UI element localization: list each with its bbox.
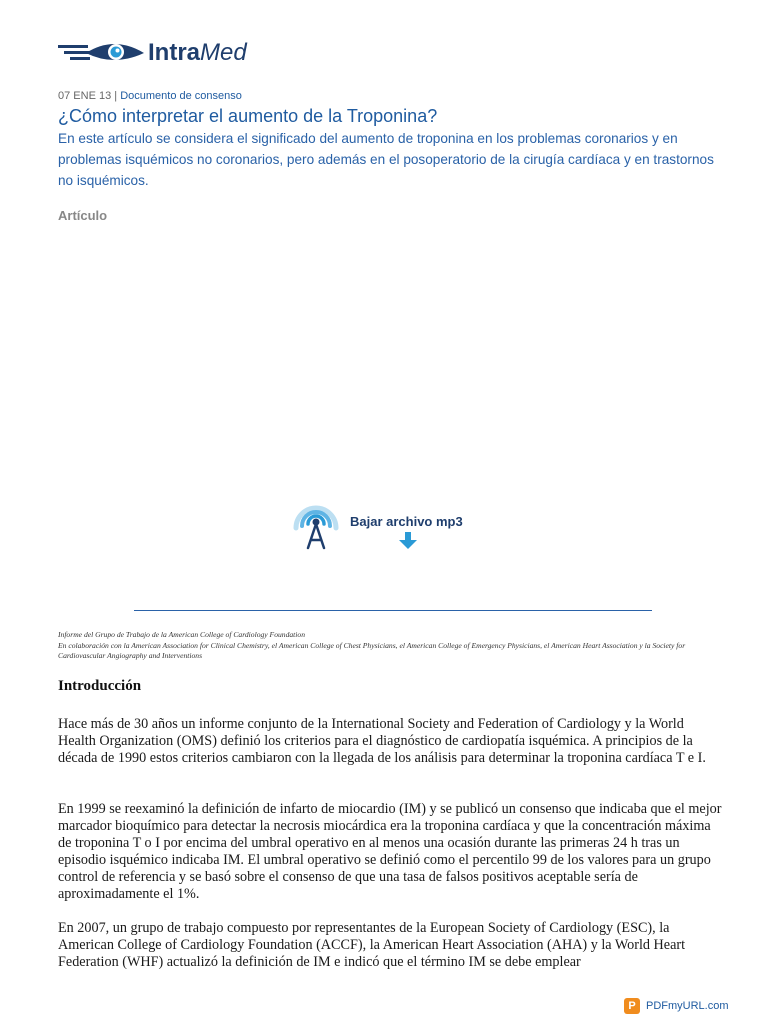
article-title: ¿Cómo interpretar el aumento de la Troponina?	[58, 106, 438, 126]
download-mp3-button[interactable]	[286, 496, 516, 556]
body-paragraph: En 2007, un grupo de trabajo compuesto por representantes de la European Society of Cardiology (ESC), la American College of Cardiology Foundation (ACCF), la American Heart Association (AHA) y la World Heart Federation (WHF) actualizó la definición de IM e indicó que el término IM se debe emplear	[58, 920, 686, 970]
download-mp3-label: Bajar archivo mp3	[350, 514, 463, 529]
article-date: 07 ENE 13	[58, 90, 112, 102]
article-lead: En este artículo se considera el significado del aumento de troponina en los problemas coronarios y en problemas isquémicos no coronarios, pero además en el posoperatorio de la cirugía cardíaca y en trastornos no isquémicos.	[58, 131, 714, 188]
pdf-icon	[624, 998, 640, 1014]
introduction-heading: Introducción	[58, 678, 142, 694]
intramed-logo[interactable]	[56, 36, 247, 70]
section-divider	[134, 610, 652, 611]
pdfmyurl-footer[interactable]	[624, 996, 729, 1016]
credits-line-1: Informe del Grupo de Trabajo de la American College of Cardiology Foundation	[58, 630, 305, 639]
report-credits	[58, 630, 722, 662]
body-paragraph: Hace más de 30 años un informe conjunto de la International Society and Federation of Cardiology y la World Health Organization (OMS) definió los criterios para el diagnóstico de cardiopatía isquémica. A principios de la década de 1990 estos criterios cambiaron con la llegada de los análisis para determinar la troponina cardíaca T e I.	[58, 716, 706, 766]
credits-line-2: En colaboración con la American Association for Clinical Chemistry, el American College of Chest Physicians, el American College of Emergency Physicians, el American Heart Association y la Society for Cardiovascular Angiography and Interventions	[58, 640, 686, 661]
meta-separator: |	[114, 90, 118, 102]
podcast-broadcast-icon	[286, 496, 346, 552]
download-arrow-icon	[398, 532, 418, 550]
pdf-icon-letter: P	[628, 1000, 636, 1012]
pdfmyurl-link[interactable]: PDFmyURL.com	[646, 1000, 729, 1012]
section-label: Artículo	[58, 208, 108, 223]
body-paragraph: En 1999 se reexaminó la definición de infarto de miocardio (IM) y se publicó un consenso que indicaba que el mejor marcador bioquímico para detectar la necrosis miocárdica era la troponina cardíaca y que la concentración máxima de troponina T o I por encima del umbral operativo en al menos una ocasión durante las primeras 24 h tras un episodio isquémico indicaba IM. El umbral operativo se definió como el percentilo 99 de los valores para un grupo control de referencia y se basó sobre el consenso de que una tasa de falsos positivos aceptable sería de aproximadamente el 1%.	[58, 801, 722, 902]
logo-wordmark	[148, 39, 247, 67]
logo-wordmark-bold: Intra	[148, 39, 201, 66]
logo-wordmark-italic: Med	[200, 39, 247, 66]
eye-logo-icon	[56, 36, 148, 70]
article-meta	[58, 90, 242, 102]
category-link[interactable]: Documento de consenso	[120, 90, 242, 102]
